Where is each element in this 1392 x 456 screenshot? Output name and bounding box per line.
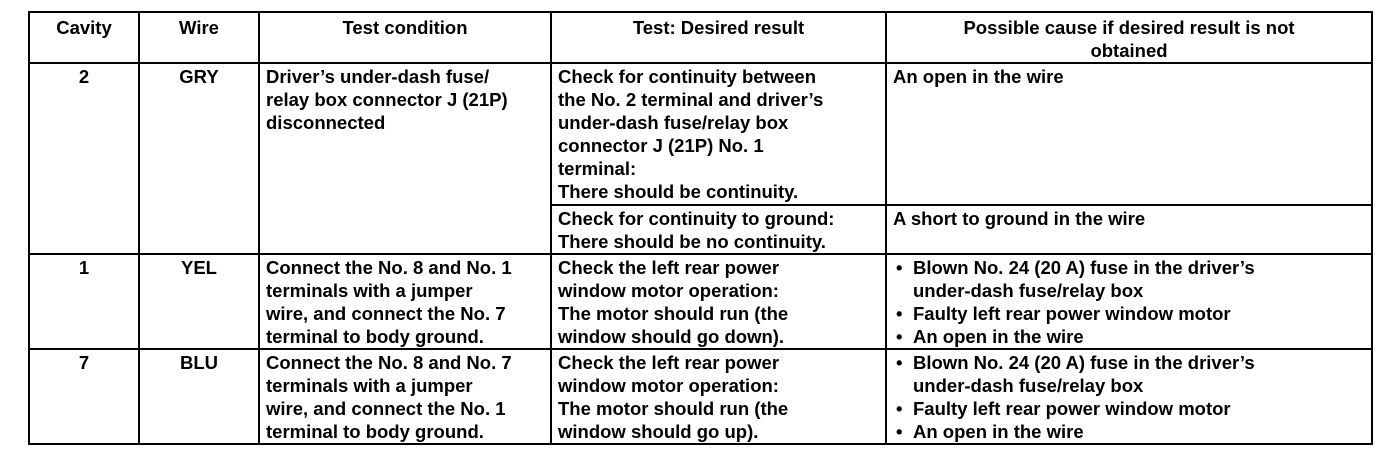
condition-line: wire, and connect the No. 7	[266, 303, 506, 324]
header-desired-result: Test: Desired result	[551, 12, 886, 63]
result-line: connector J (21P) No. 1	[558, 135, 764, 156]
cause-line: Blown No. 24 (20 A) fuse in the driver’s	[913, 257, 1255, 278]
cause-line: An open in the wire	[913, 421, 1084, 442]
table-row	[29, 349, 1372, 444]
header-possible-cause-line: obtained	[1090, 40, 1168, 61]
condition-line: wire, and connect the No. 1	[266, 398, 506, 419]
result-line: window motor operation:	[558, 280, 779, 301]
wire-cell: GRY	[139, 63, 259, 254]
cause-cell	[886, 349, 1372, 444]
header-wire: Wire	[139, 12, 259, 63]
result-line: There should be no continuity.	[558, 231, 826, 252]
result-cell	[551, 254, 886, 349]
cause-cell	[886, 63, 1372, 205]
condition-line: disconnected	[266, 112, 386, 133]
header-test-condition: Test condition	[259, 12, 551, 63]
bullet-icon: •	[896, 257, 903, 278]
diagnostic-table-container	[28, 11, 1373, 445]
list-item	[893, 256, 1365, 302]
cause-line: Blown No. 24 (20 A) fuse in the driver’s	[913, 352, 1255, 373]
condition-line: terminal to body ground.	[266, 421, 484, 442]
condition-cell	[259, 254, 551, 349]
result-line: the No. 2 terminal and driver’s	[558, 89, 824, 110]
list-item	[893, 325, 1365, 348]
condition-line: relay box connector J (21P)	[266, 89, 508, 110]
cavity-cell: 2	[29, 63, 139, 254]
result-line: Check for continuity between	[558, 66, 817, 87]
result-line: There should be continuity.	[558, 181, 799, 202]
condition-line: Driver’s under-dash fuse/	[266, 66, 490, 87]
cavity-cell: 7	[29, 349, 139, 444]
result-line: terminal:	[558, 158, 637, 179]
cause-line: Faulty left rear power window motor	[913, 303, 1231, 324]
cause-line: under-dash fuse/relay box	[913, 375, 1144, 396]
result-line: Check the left rear power	[558, 257, 780, 278]
wire-cell: YEL	[139, 254, 259, 349]
header-cavity: Cavity	[29, 12, 139, 63]
result-line: Check for continuity to ground:	[558, 208, 835, 229]
cause-line: An open in the wire	[913, 326, 1084, 347]
condition-line: terminal to body ground.	[266, 326, 484, 347]
bullet-icon: •	[896, 303, 903, 324]
cause-cell	[886, 205, 1372, 254]
result-cell	[551, 205, 886, 254]
result-line: window should go down).	[558, 326, 785, 347]
cause-line: A short to ground in the wire	[893, 208, 1146, 229]
condition-cell	[259, 349, 551, 444]
cause-list	[893, 256, 1365, 348]
cause-line: under-dash fuse/relay box	[913, 280, 1144, 301]
header-possible-cause	[886, 12, 1372, 63]
result-line: The motor should run (the	[558, 303, 789, 324]
bullet-icon: •	[896, 326, 903, 347]
condition-line: Connect the No. 8 and No. 1	[266, 257, 512, 278]
wire-cell: BLU	[139, 349, 259, 444]
bullet-icon: •	[896, 421, 903, 442]
list-item	[893, 351, 1365, 397]
bullet-icon: •	[896, 398, 903, 419]
result-line: window motor operation:	[558, 375, 779, 396]
condition-line: terminals with a jumper	[266, 280, 473, 301]
bullet-icon: •	[896, 352, 903, 373]
header-possible-cause-line: Possible cause if desired result is not	[963, 17, 1295, 38]
cause-line: An open in the wire	[893, 66, 1064, 87]
cause-cell	[886, 254, 1372, 349]
result-cell	[551, 349, 886, 444]
diagnostic-table	[28, 11, 1373, 445]
cause-list	[893, 351, 1365, 443]
result-cell	[551, 63, 886, 205]
table-header-row	[29, 12, 1372, 63]
result-line: under-dash fuse/relay box	[558, 112, 789, 133]
list-item	[893, 420, 1365, 443]
cavity-cell: 1	[29, 254, 139, 349]
condition-line: terminals with a jumper	[266, 375, 473, 396]
table-row	[29, 254, 1372, 349]
result-line: window should go up).	[558, 421, 759, 442]
list-item	[893, 302, 1365, 325]
condition-line: Connect the No. 8 and No. 7	[266, 352, 512, 373]
result-line: The motor should run (the	[558, 398, 789, 419]
list-item	[893, 397, 1365, 420]
condition-cell	[259, 63, 551, 254]
result-line: Check the left rear power	[558, 352, 780, 373]
table-row	[29, 63, 1372, 205]
cause-line: Faulty left rear power window motor	[913, 398, 1231, 419]
